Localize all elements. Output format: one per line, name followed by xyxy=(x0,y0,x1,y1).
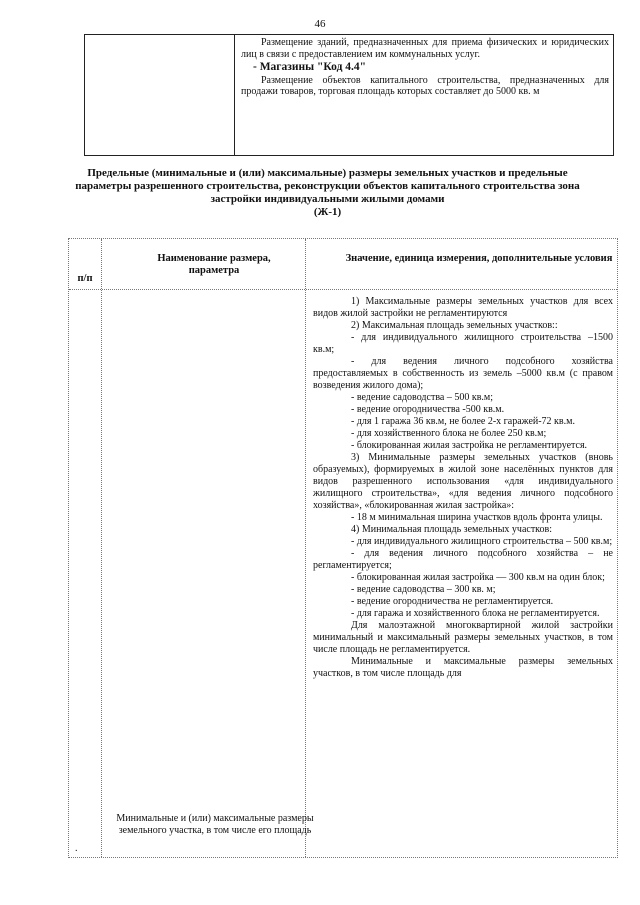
value-paragraph: - для ведения личного подсобного хозяйства предоставляемых в собственность из земель –5000 кв.м (с правом возведения жилого дома); xyxy=(313,356,613,391)
section-heading xyxy=(70,167,585,219)
value-paragraph: 4) Минимальная площадь земельных участков: xyxy=(351,524,553,535)
intro-paragraph: Размещение зданий, предназначенных для приема физических и юридических лиц в связи с предоставлением им коммунальных услуг. xyxy=(241,37,609,60)
value-paragraph: - блокированная жилая застройка — 300 кв.м на один блок; xyxy=(351,572,605,583)
value-paragraph: - ведение огородничества не регламентируется. xyxy=(351,596,554,607)
previous-table-fragment xyxy=(84,34,614,156)
parameter-value xyxy=(313,296,613,680)
value-paragraph: Минимальные и максимальные размеры земельных участков, в том числе площадь для xyxy=(313,656,613,679)
value-paragraph: - для хозяйственного блока не более 250 кв.м; xyxy=(351,428,547,439)
value-paragraph: - для индивидуального жилищного строительства – 500 кв.м; xyxy=(351,536,613,547)
value-paragraph: - ведение огородничества -500 кв.м. xyxy=(351,404,505,415)
header-name: Наименование размера, параметра xyxy=(157,253,271,276)
code-label: - Магазины "Код 4.4" xyxy=(253,61,367,73)
heading-title: Предельные (минимальные и (или) максимальные) размеры земельных участков и предельные параметры разрешенного строительства, реконструкции объектов капитального строительства зона застройки индивидуальными жилыми домами xyxy=(75,167,580,205)
code-paragraph: Размещение объектов капитального строительства, предназначенных для продажи товаров, торговая площадь которых составляет до 5000 кв. м xyxy=(241,74,609,97)
value-paragraph: 1) Максимальные размеры земельных участков для всех видов жилой застройки не регламентируются xyxy=(313,296,613,319)
column-divider xyxy=(305,239,306,857)
value-paragraph: - для индивидуального жилищного строительства –1500 кв.м; xyxy=(313,332,613,355)
value-paragraph: - 18 м минимальная ширина участков вдоль фронта улицы. xyxy=(351,512,603,523)
value-paragraph: - ведение садоводства – 300 кв. м; xyxy=(351,584,496,595)
page-number: 46 xyxy=(314,18,326,30)
column-divider xyxy=(101,239,102,857)
parameter-name: Минимальные и (или) максимальные размеры земельного участка, в том числе его площадь xyxy=(116,813,314,836)
value-paragraph: 2) Максимальная площадь земельных участков:: xyxy=(351,320,558,331)
table-cell-description xyxy=(241,37,609,98)
value-paragraph: - для 1 гаража 36 кв.м, не более 2-х гаражей-72 кв.м. xyxy=(351,416,575,427)
heading-zone-code: (Ж-1) xyxy=(313,206,342,218)
header-number: п/п xyxy=(77,273,93,284)
row-number: . xyxy=(75,843,78,854)
header-value: Значение, единица измерения, дополнительные условия xyxy=(345,253,613,264)
value-paragraph: Для малоэтажной многоквартирной жилой застройки минимальный и максимальный размеры земельных участков, в том числе площадь не регламентируется. xyxy=(313,620,613,655)
value-paragraph: 3) Минимальные размеры земельных участков (вновь образуемых), формируемых в жилой зоне населённых пунктов для видов разрешенного использования «для индивидуального жилищного строительства», «для ведения личного подсобного хозяйства», «блокированная жилая застройка»: xyxy=(313,452,613,511)
value-paragraph: - для ведения личного подсобного хозяйства – не регламентируется; xyxy=(313,548,613,571)
parameters-table xyxy=(68,238,618,858)
value-paragraph: - для гаража и хозяйственного блока не регламентируется. xyxy=(351,608,600,619)
header-divider xyxy=(69,289,617,290)
value-paragraph: - ведение садоводства – 500 кв.м; xyxy=(351,392,494,403)
value-paragraph: - блокированная жилая застройка не регламентируется. xyxy=(351,440,588,451)
table-column-divider xyxy=(234,35,235,155)
